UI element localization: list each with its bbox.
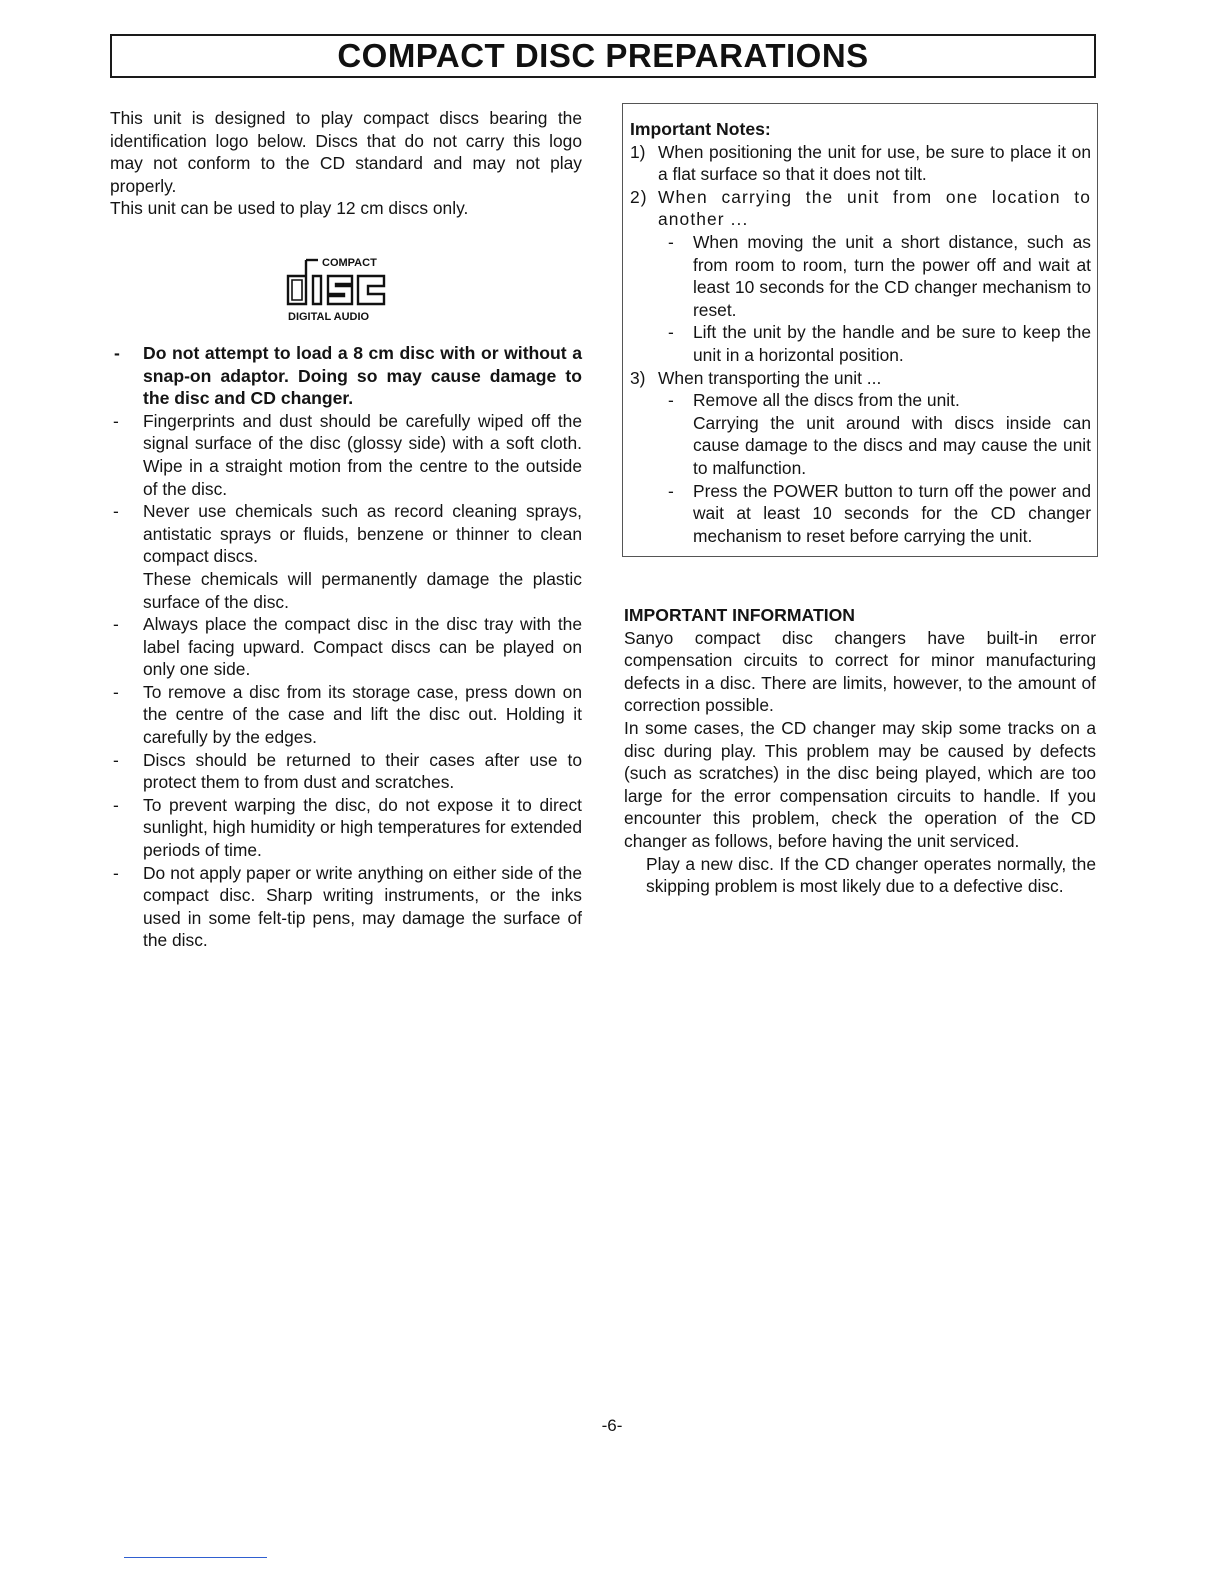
compact-disc-digital-audio-logo	[282, 246, 412, 324]
list-item: - Lift the unit by the handle and be sure to keep the unit in a horizontal position.	[668, 322, 1091, 365]
care-list	[110, 342, 582, 952]
page-title: COMPACT DISC PREPARATIONS	[337, 37, 869, 74]
note-item-3: 3) When transporting the unit ... - Remove all the discs from the unit. Carrying the unit around with discs inside can cause damage to the discs and may cause the unit to malfunction. - Press the POWER button to turn off the power and wait at least 10 seconds for the CD changer mechanism to reset before carrying the unit.	[630, 367, 1091, 546]
list-item: - Always place the compact disc in the disc tray with the label facing upward. Compact discs can be played on only one side.	[113, 614, 582, 680]
list-item: - Discs should be returned to their cases after use to protect them to from dust and scratches.	[113, 749, 582, 793]
info-heading: IMPORTANT INFORMATION	[624, 605, 855, 625]
list-item: - Do not attempt to load a 8 cm disc with or without a snap-on adaptor. Doing so may cause damage to the disc and CD changer.	[114, 342, 582, 409]
page-number: -6-	[601, 1416, 623, 1435]
intro-paragraph-2: This unit can be used to play 12 cm discs only.	[110, 198, 469, 219]
logo-top-text: COMPACT	[322, 256, 377, 269]
notes-heading: Important Notes:	[630, 119, 771, 139]
list-item: - Never use chemicals such as record cleaning sprays, antistatic sprays or fluids, benzene or thinner to clean compact discs. These chemicals will permanently damage the plastic surface of the disc.	[113, 501, 582, 612]
title-box	[110, 34, 1096, 78]
list-item: - Press the POWER button to turn off the power and wait at least 10 seconds for the CD changer mechanism to reset before carrying the unit.	[668, 480, 1091, 546]
logo-bottom-text: DIGITAL AUDIO	[288, 310, 370, 323]
logo-main-text: disc	[282, 245, 284, 247]
notes-list	[630, 141, 1091, 548]
left-column	[110, 107, 582, 952]
scan-edge-line	[124, 1557, 267, 1558]
note-item-2: 2) When carrying the unit from one location to another ... - When moving the unit a short distance, such as from room to room, turn the power off and wait at least 10 seconds for the CD changer mechanism to reset. - Lift the unit by the handle and be sure to keep the unit in a horizontal position.	[630, 186, 1091, 365]
important-notes-box	[622, 103, 1098, 557]
list-item: - Fingerprints and dust should be carefully wiped off the signal surface of the disc (glossy side) with a soft cloth. Wipe in a straight motion from the centre to the outside of the disc.	[113, 410, 582, 499]
list-item: - To remove a disc from its storage case, press down on the centre of the case and lift the disc out. Holding it carefully by the edges.	[113, 681, 582, 748]
info-paragraph-1: Sanyo compact disc changers have built-in error compensation circuits to correct for minor manufacturing defects in a disc. There are limits, however, to the amount of correction possible.	[624, 627, 1096, 716]
note-2-sublist	[658, 231, 1091, 367]
info-paragraph-3: Play a new disc. If the CD changer operates normally, the skipping problem is most likely due to a defective disc.	[646, 853, 1096, 897]
list-item: - To prevent warping the disc, do not expose it to direct sunlight, high humidity or high temperatures for extended periods of time.	[113, 794, 582, 861]
note-3-sublist	[658, 389, 1091, 547]
note-item-1: 1) When positioning the unit for use, be sure to place it on a flat surface so that it does not tilt.	[630, 141, 1091, 185]
list-item: - When moving the unit a short distance, such as from room to room, turn the power off and wait at least 10 seconds for the CD changer mechanism to reset.	[668, 231, 1091, 320]
important-information-section	[624, 604, 1096, 898]
list-item: - Do not apply paper or write anything on either side of the compact disc. Sharp writing instruments, or the inks used in some felt-tip pens, may damage the surface of the disc.	[113, 862, 582, 951]
info-paragraph-2: In some cases, the CD changer may skip some tracks on a disc during play. This problem may be caused by defects (such as scratches) in the disc being played, which are too large for the error compensation circuits to handle. If you encounter this problem, check the operation of the CD changer as follows, before having the unit serviced.	[624, 717, 1096, 851]
list-item: - Remove all the discs from the unit. Carrying the unit around with discs inside can cause damage to the discs and may cause the unit to malfunction.	[668, 390, 1091, 478]
intro-paragraph-1: This unit is designed to play compact discs bearing the identification logo below. Discs that do not carry this logo may not conform to the CD standard and may not play properly.	[110, 108, 582, 196]
